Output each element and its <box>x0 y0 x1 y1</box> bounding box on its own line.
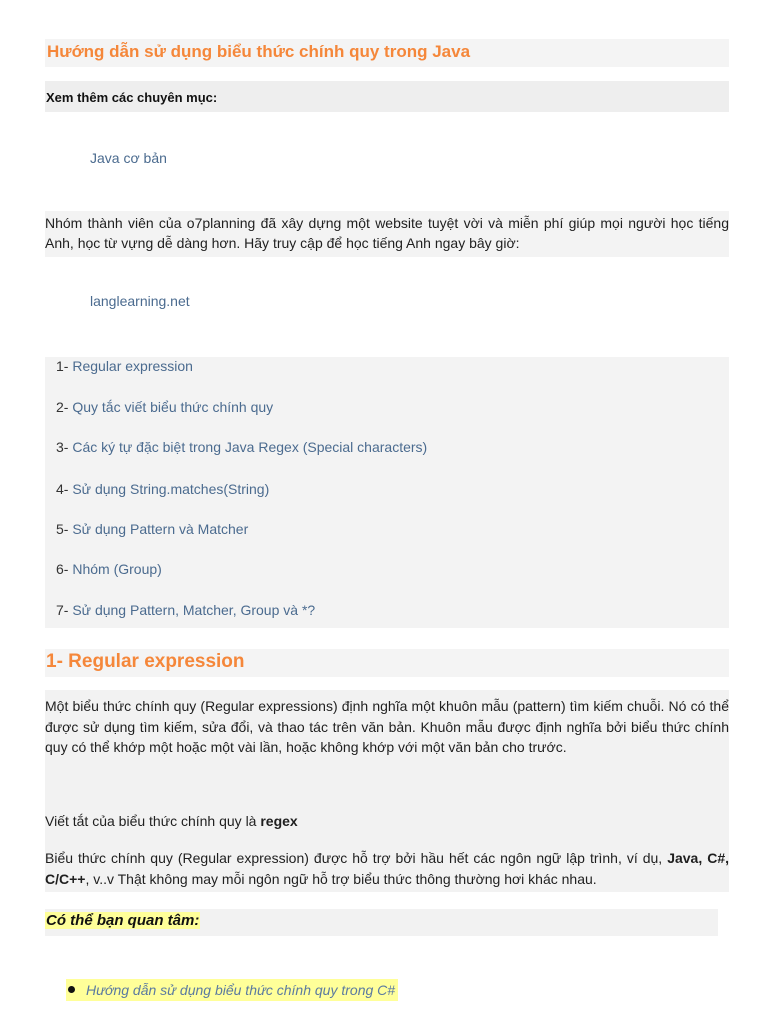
toc-link[interactable]: Sử dụng String.matches(String) <box>72 481 270 497</box>
bullet-icon <box>68 986 75 993</box>
promo-text: Nhóm thành viên của o7planning đã xây dựng một website tuyệt vời và miễn phí giúp mọi người học tiếng Anh, học từ vựng dễ dàng hơn. Hãy truy cập để học tiếng Anh ngay bây giờ: <box>45 215 729 251</box>
toc-item <box>56 602 315 618</box>
category-link-java-basic[interactable]: Java cơ bản <box>90 150 167 166</box>
section-paragraph <box>45 848 729 889</box>
toc-number: 4- <box>56 481 73 497</box>
promo-box <box>45 211 729 257</box>
interest-bar <box>45 909 718 936</box>
toc-number: 5- <box>56 521 73 537</box>
see-more-label: Xem thêm các chuyên mục: <box>46 90 218 105</box>
section-paragraph: Một biểu thức chính quy (Regular expressions) định nghĩa một khuôn mẫu (pattern) tìm kiếm chuỗi. Nó có thể được sử dụng tìm kiếm, sửa đổi, và thao tác trên văn bản. Khuôn mẫu được định nghĩa bởi biểu thức chính quy có thể khớp một hoặc một vài lần, hoặc không khớp với một văn bản cho trước. <box>45 698 729 755</box>
table-of-contents <box>45 357 729 628</box>
toc-number: 7- <box>56 602 73 618</box>
toc-item <box>56 561 162 577</box>
toc-link[interactable]: Sử dụng Pattern, Matcher, Group và *? <box>72 602 316 618</box>
toc-number: 2- <box>56 399 73 415</box>
toc-item <box>56 521 248 537</box>
regex-abbrev-bold: regex <box>260 813 298 829</box>
toc-number: 3- <box>56 439 73 455</box>
interest-heading: Có thể bạn quan tâm: <box>46 912 200 929</box>
page-title: Hướng dẫn sử dụng biểu thức chính quy trong Java <box>47 42 471 61</box>
recommended-item <box>66 979 398 1001</box>
languages-bold: Java, C#, C/C++ <box>45 850 730 887</box>
section-heading-bar <box>45 649 729 677</box>
toc-link[interactable]: Quy tắc viết biểu thức chính quy <box>72 399 274 415</box>
toc-link[interactable]: Các ký tự đặc biệt trong Java Regex (Special characters) <box>72 439 428 455</box>
regex-abbrev-text: Viết tắt của biểu thức chính quy là <box>45 813 261 829</box>
toc-link[interactable]: Regular expression <box>72 358 193 374</box>
section-paragraph <box>45 811 729 832</box>
toc-item <box>56 439 427 455</box>
page-title-bar <box>45 39 729 67</box>
toc-number: 6- <box>56 561 73 577</box>
toc-item <box>56 481 269 497</box>
promo-link-langlearning[interactable]: langlearning.net <box>90 293 190 309</box>
toc-number: 1- <box>56 358 73 374</box>
toc-item <box>56 358 193 374</box>
toc-link[interactable]: Sử dụng Pattern và Matcher <box>72 521 249 537</box>
support-text-start: Biểu thức chính quy (Regular expression) được hỗ trợ bởi hầu hết các ngôn ngữ lập trình, ví dụ, <box>45 850 668 866</box>
support-text-end: , v..v Thật không may mỗi ngôn ngữ hỗ trợ biểu thức thông thường hơi khác nhau. <box>85 870 597 887</box>
see-more-bar <box>45 81 729 112</box>
recommended-link[interactable]: Hướng dẫn sử dụng biểu thức chính quy trong C# <box>86 982 396 998</box>
toc-link[interactable]: Nhóm (Group) <box>72 561 162 577</box>
section-heading: 1- Regular expression <box>46 651 245 672</box>
toc-item <box>56 399 273 415</box>
section-body <box>45 690 729 892</box>
